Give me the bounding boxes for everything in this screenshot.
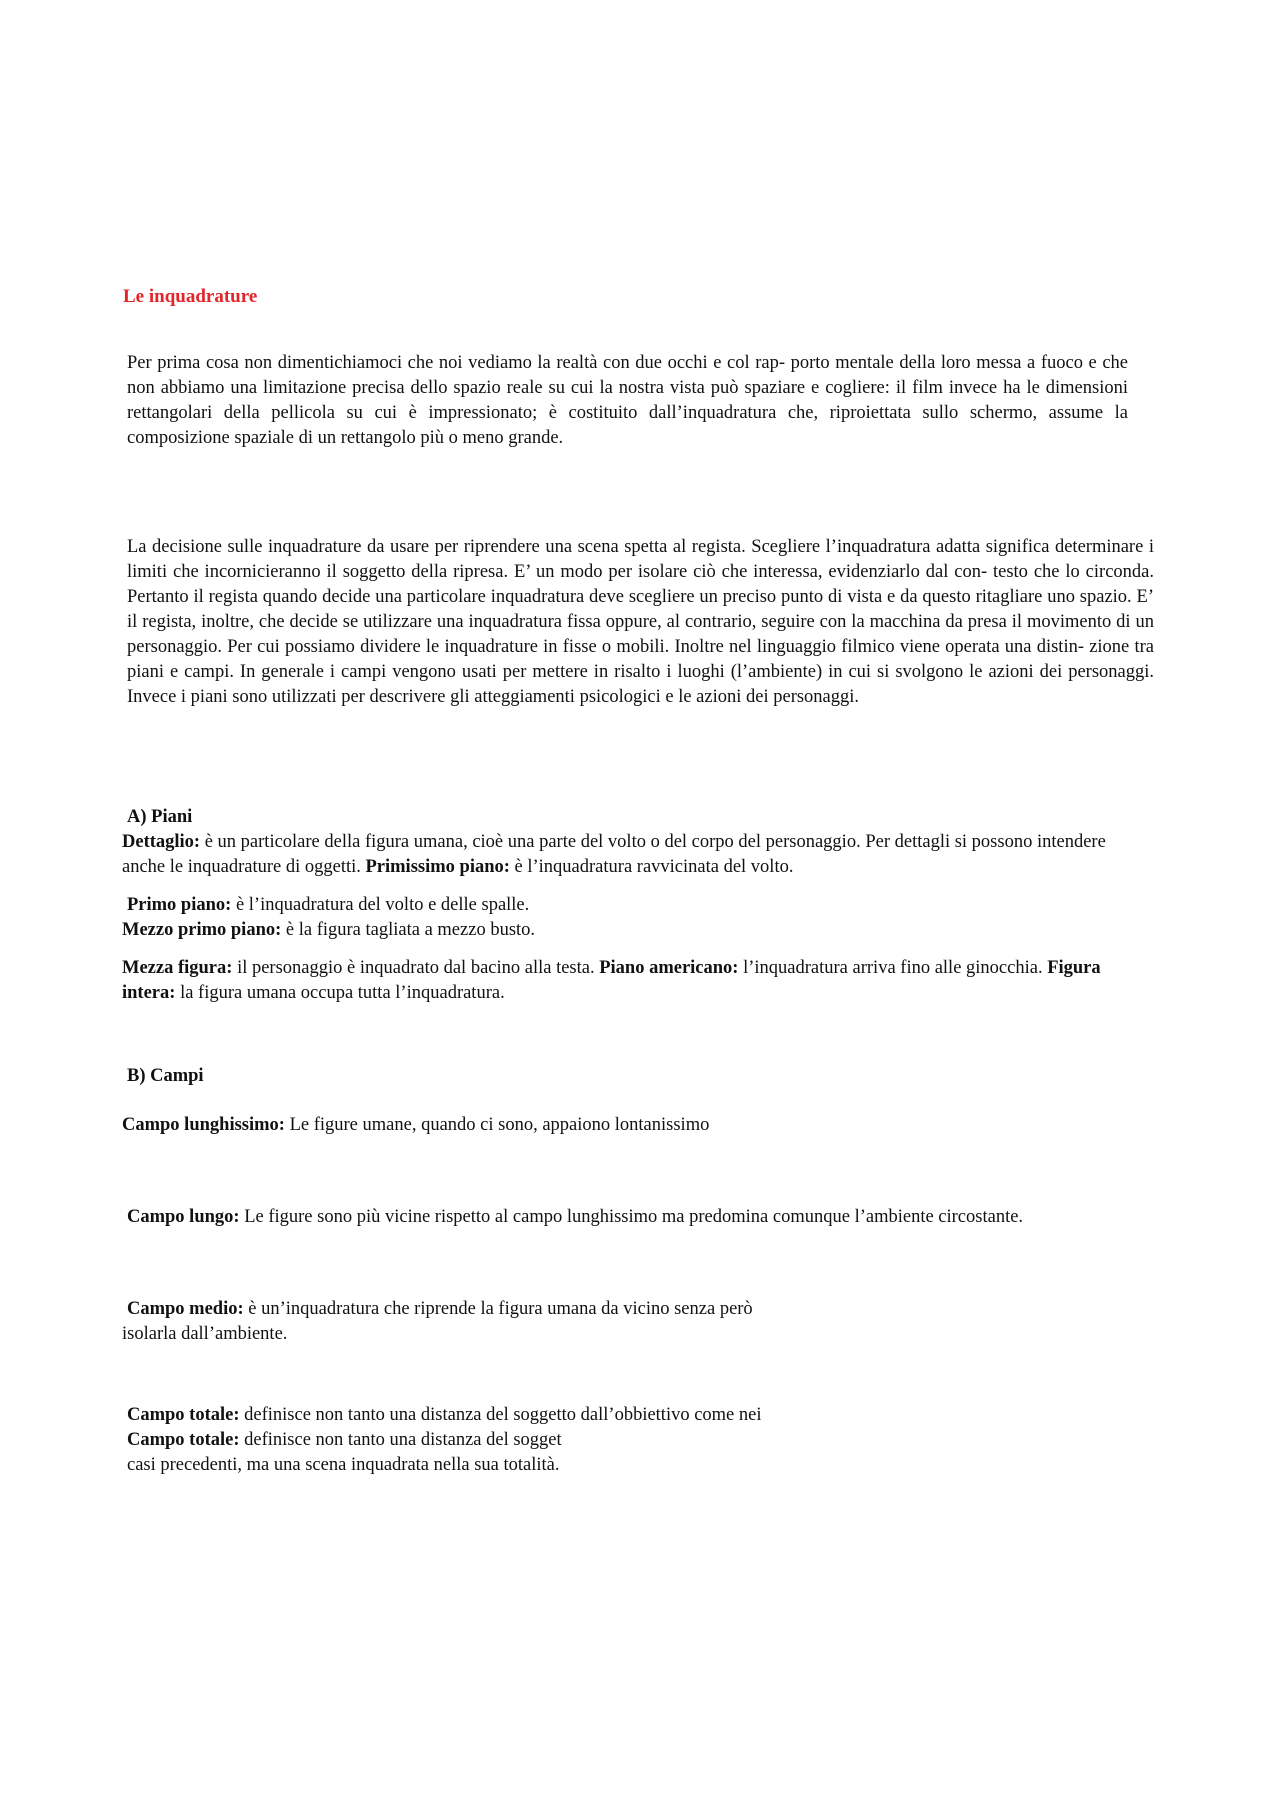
campo-lunghissimo-text: Le figure umane, quando ci sono, appaiono lontanissimo [284, 1115, 710, 1135]
campo-medio-term: Campo medio: [127, 1299, 244, 1319]
campo-totale-repeat-term: Campo totale: [127, 1430, 240, 1450]
campo-lunghissimo-definition [122, 1113, 709, 1138]
figura-intera-term: Figura intera: [122, 958, 1101, 1003]
dettaglio-term: Dettaglio: [122, 832, 201, 852]
primo-piano-text: è l’inquadratura del volto e delle spalle. [231, 895, 530, 915]
mezzo-primo-piano-term: Mezzo primo piano: [122, 920, 282, 940]
mezzo-primo-piano-text: è la figura tagliata a mezzo busto. [281, 920, 536, 940]
mezza-figura-term: Mezza figura: [122, 958, 233, 978]
dettaglio-definition [122, 830, 1132, 880]
campo-totale-definition [127, 1403, 762, 1428]
decision-paragraph: La decisione sulle inquadrature da usare per riprendere una scena spetta al regista. Scegliere l’inquadratura adatta significa determinare i limiti che incornicieranno il soggetto della ripresa. E’ un modo per isolare ciò che interessa, evidenziarlo dal con- testo che lo circonda. Pertanto il regista quando decide una particolare inquadratura deve scegliere un preciso punto di vista e da questo ritagliare uno spazio. E’ il regista, inoltre, che decide se utilizzare una inquadratura fissa oppure, al contrario, seguire con la macchina da presa il movimento di un personaggio. Per cui possiamo dividere le inquadrature in fisse o mobili. Inoltre nel linguaggio filmico viene operata una distin- zione tra piani e campi. In generale i campi vengono usati per mettere in risalto i luoghi (l’ambiente) in cui si svolgono le azioni dei personaggi. Invece i piani sono utilizzati per descrivere gli atteggiamenti psicologici e le azioni dei personaggi. [127, 537, 1154, 707]
mezzo-primo-piano-definition [122, 918, 535, 943]
campo-totale-text: definisce non tanto una distanza del soggetto dall’obbiettivo come nei [239, 1405, 762, 1425]
mezza-figura-text: il personaggio è inquadrato dal bacino alla testa. [232, 958, 600, 978]
campo-medio-continuation: isolarla dall’ambiente. [122, 1324, 288, 1344]
campo-totale-repeat [127, 1428, 562, 1453]
document-title: Le inquadrature [123, 286, 258, 307]
mezza-figura-definition [122, 956, 1132, 1006]
campo-totale-repeat-text: definisce non tanto una distanza del sogget [239, 1430, 562, 1450]
campo-totale-continuation: casi precedenti, ma una scena inquadrata nella sua totalità. [127, 1455, 560, 1475]
campo-lunghissimo-term: Campo lunghissimo: [122, 1115, 285, 1135]
campo-lungo-definition [127, 1205, 1087, 1230]
primissimo-piano-term: Primissimo piano: [365, 857, 510, 877]
primo-piano-definition [127, 893, 529, 918]
campo-lungo-text: Le figure sono più vicine rispetto al campo lunghissimo ma predomina comunque l’ambiente circostante. [239, 1207, 1024, 1227]
figura-intera-text: la figura umana occupa tutta l’inquadratura. [175, 983, 505, 1003]
piani-heading: A) Piani [127, 807, 193, 827]
intro-paragraph: Per prima cosa non dimentichiamoci che noi vediamo la realtà con due occhi e col rap- porto mentale della loro messa a fuoco e che non abbiamo una limitazione precisa dello spazio reale su cui la nostra vista può spaziare e cogliere: il film invece ha le dimensioni rettangolari della pellicola su cui è impressionato; è costituito dall’inquadratura che, riproiettata sullo schermo, assume la composizione spaziale di un rettangolo più o meno grande. [127, 353, 1128, 448]
primissimo-piano-text: è l’inquadratura ravvicinata del volto. [509, 857, 794, 877]
campo-medio-definition [127, 1297, 753, 1322]
piano-americano-text: l’inquadratura arriva fino alle ginocchia. [738, 958, 1048, 978]
primo-piano-term: Primo piano: [127, 895, 232, 915]
campo-lungo-term: Campo lungo: [127, 1207, 240, 1227]
dettaglio-text: è un particolare della figura umana, cioè una parte del volto o del corpo del personaggio. Per dettagli si possono intendere anche le inquadrature di oggetti. [122, 832, 1106, 877]
campo-medio-text: è un’inquadratura che riprende la figura umana da vicino senza però [243, 1299, 753, 1319]
piano-americano-term: Piano americano: [599, 958, 739, 978]
campo-totale-term: Campo totale: [127, 1405, 240, 1425]
campi-heading: B) Campi [127, 1066, 204, 1086]
